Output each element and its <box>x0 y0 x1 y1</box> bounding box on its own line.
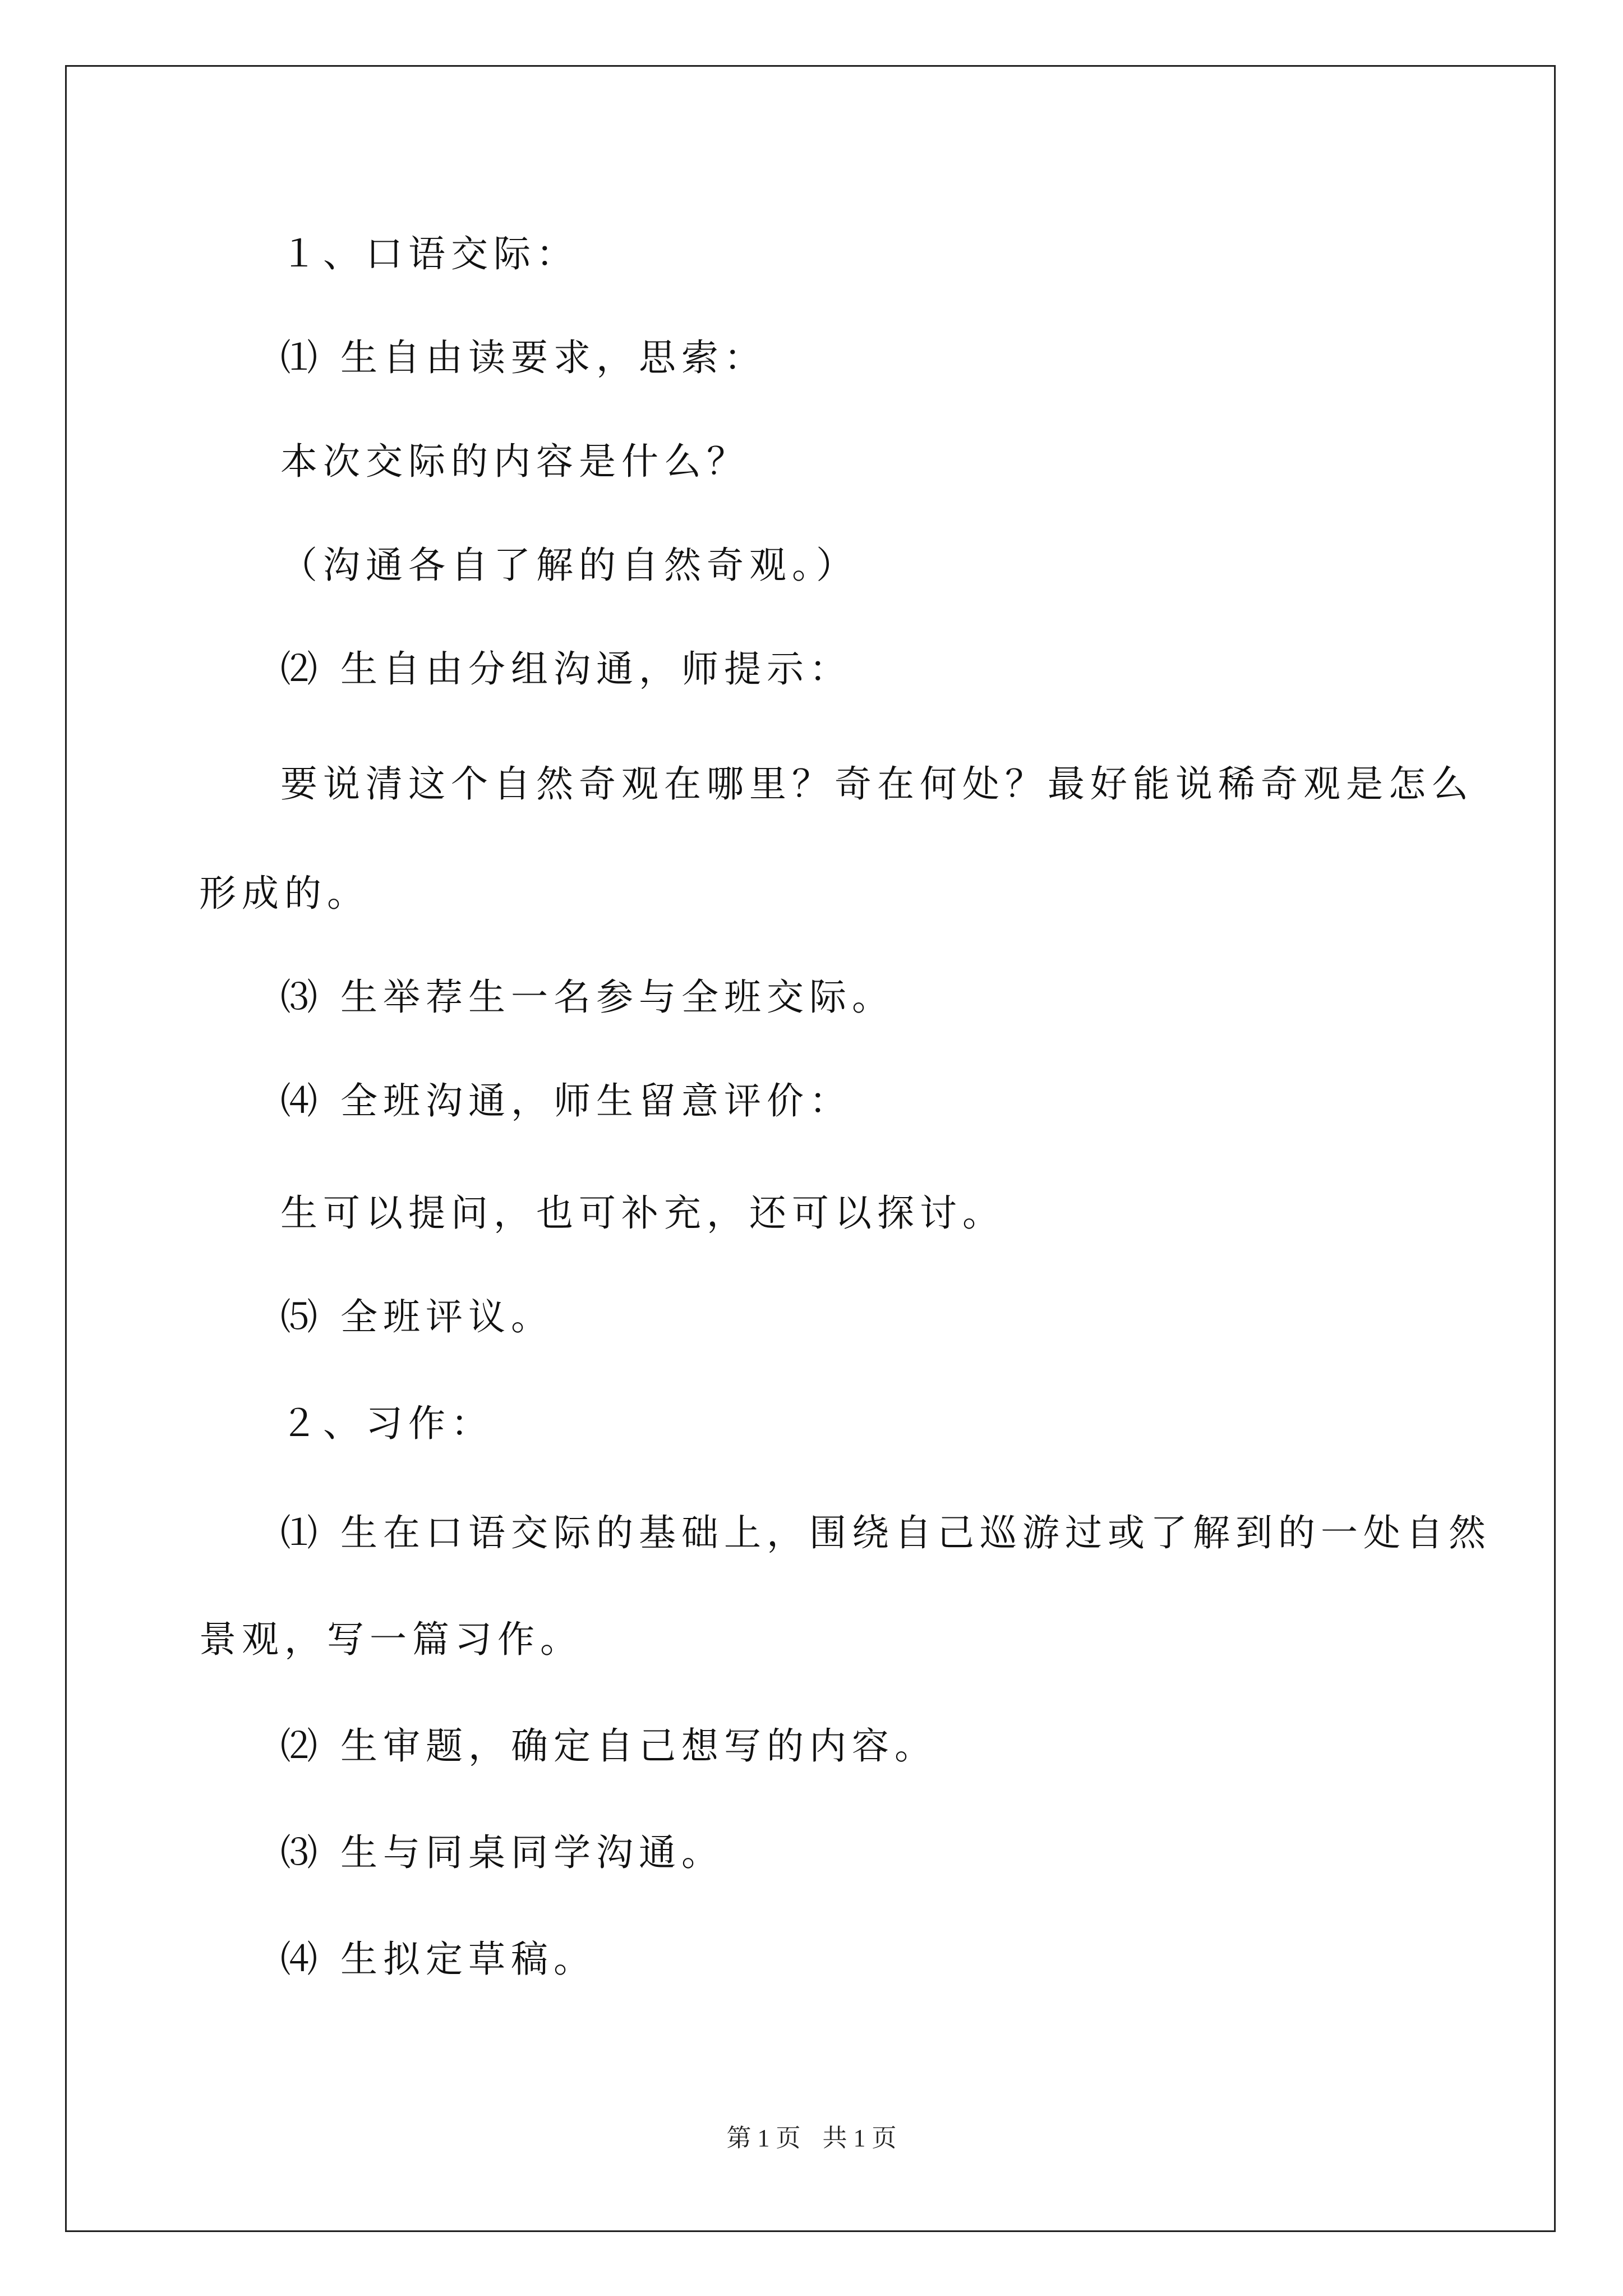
paragraph-line: ⑴ 生自由读要求，思索： <box>280 336 767 379</box>
page-number: 第 1 页 <box>726 2124 801 2152</box>
paragraph-line: ⑵ 生审题，确定自己想写的内容。 <box>280 1724 937 1768</box>
section-heading-oral: １、口语交际： <box>280 232 579 275</box>
paragraph-line: ⑶ 生举荐生一名参与全班交际。 <box>280 976 895 1019</box>
page-footer <box>0 2126 1623 2151</box>
paragraph-line: ⑵ 生自由分组沟通，师提示： <box>280 647 852 691</box>
section-heading-writing: ２、习作： <box>280 1402 494 1445</box>
paragraph-line: ⑴ 生在口语交际的基础上，围绕自己巡游过或了解到的一处自然 <box>280 1511 1491 1554</box>
paragraph-line: 生可以提问，也可补充，还可以探讨。 <box>280 1191 1005 1235</box>
paragraph-line: 形成的。 <box>199 872 370 915</box>
page-border <box>65 65 1556 2232</box>
paragraph-line: ⑷ 生拟定草稿。 <box>280 1938 596 1981</box>
paragraph-line: 本次交际的内容是什么？ <box>280 440 749 483</box>
paragraph-line: （沟通各自了解的自然奇观。） <box>280 544 859 587</box>
paragraph-line: 要说清这个自然奇观在哪里？奇在何处？最好能说稀奇观是怎么 <box>280 762 1474 806</box>
paragraph-line: ⑸ 全班评议。 <box>280 1295 554 1338</box>
paragraph-line: ⑷ 全班沟通，师生留意评价： <box>280 1079 852 1122</box>
paragraph-line: 景观，写一篇习作。 <box>199 1618 583 1661</box>
paragraph-line: ⑶ 生与同桌同学沟通。 <box>280 1831 724 1874</box>
page-total: 共 1 页 <box>822 2124 897 2152</box>
